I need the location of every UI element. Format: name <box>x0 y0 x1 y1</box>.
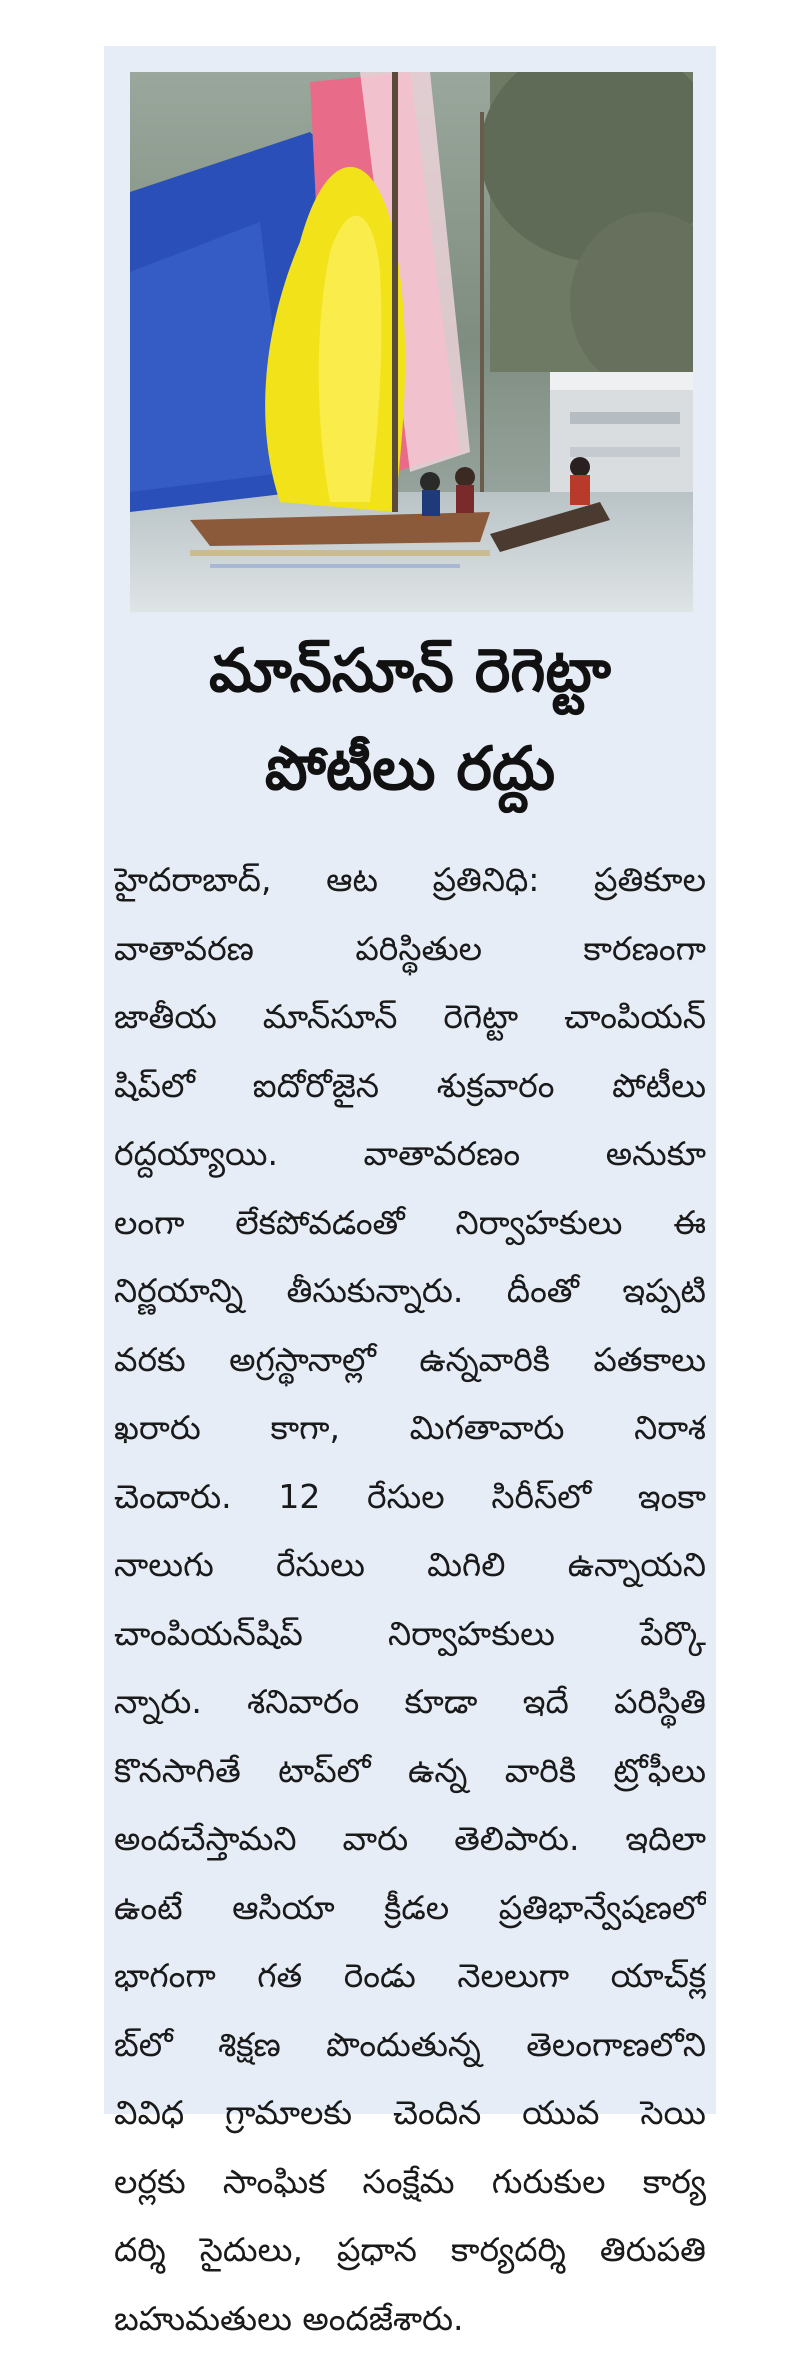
body-line: దర్శి సైదులు, ప్రధాన కార్యదర్శి తిరుపతి <box>114 2216 706 2285</box>
body-line: అందచేస్తామని వారు తెలిపారు. ఇదిలా <box>114 1805 706 1874</box>
body-line: హైదరాబాద్, ఆట ప్రతినిధి: ప్రతికూల <box>114 846 706 915</box>
body-line: ఖరారు కాగా, మిగతావారు నిరాశ <box>114 1394 706 1463</box>
regatta-image <box>130 72 693 612</box>
body-line: వరకు అగ్రస్థానాల్లో ఉన్నవారికి పతకాలు <box>114 1326 706 1395</box>
body-line: చెందారు. 12 రేసుల సిరీస్‌లో ఇంకా <box>114 1463 706 1532</box>
body-line: నాలుగు రేసులు మిగిలి ఉన్నాయని <box>114 1531 706 1600</box>
body-line: లర్లకు సాంఘిక సంక్షేమ గురుకుల కార్య <box>114 2148 706 2217</box>
body-line: రద్దయ్యాయి. వాతావరణం అనుకూ <box>114 1120 706 1189</box>
body-line: బ్‌లో శిక్షణ పొందుతున్న తెలంగాణలోని <box>114 2011 706 2080</box>
article-body <box>114 846 706 2353</box>
sailing-regatta-photo <box>130 72 693 612</box>
body-line: వివిధ గ్రామాలకు చెందిన యువ సెయి <box>114 2079 706 2148</box>
body-line: ఉంటే ఆసియా క్రీడల ప్రతిభాన్వేషణలో <box>114 1874 706 1943</box>
body-line: నిర్ణయాన్ని తీసుకున్నారు. దీంతో ఇప్పటి <box>114 1257 706 1326</box>
body-line: జాతీయ మాన్‌సూన్ రెగెట్టా చాంపియన్ <box>114 983 706 1052</box>
news-clipping <box>104 46 716 2114</box>
headline-line-1: మాన్‌సూన్ రెగెట్టా <box>104 626 716 716</box>
body-line: చాంపియన్‌షిప్ నిర్వాహకులు పేర్కొ <box>114 1600 706 1669</box>
body-line: కొనసాగితే టాప్‌లో ఉన్న వారికి ట్రోఫీలు <box>114 1737 706 1806</box>
body-line: వాతావరణ పరిస్థితుల కారణంగా <box>114 915 706 984</box>
body-line: భాగంగా గత రెండు నెలలుగా యాచ్‌క్ల <box>114 1942 706 2011</box>
body-line: లంగా లేకపోవడంతో నిర్వాహకులు ఈ <box>114 1189 706 1258</box>
body-line: న్నారు. శనివారం కూడా ఇదే పరిస్థితి <box>114 1668 706 1737</box>
body-line: షిప్‌లో ఐదోరోజైన శుక్రవారం పోటీలు <box>114 1052 706 1121</box>
headline-line-2: పోటీలు రద్దు <box>104 724 716 814</box>
body-line: బహుమతులు అందజేశారు. <box>114 2285 706 2353</box>
